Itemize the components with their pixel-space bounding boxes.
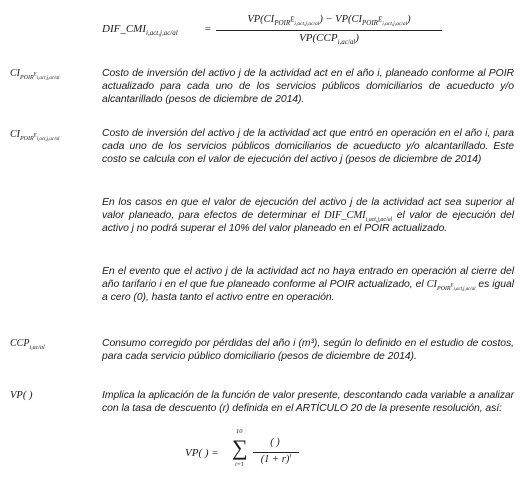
formula-lhs-sub: i,act,j,ac/al xyxy=(146,29,178,38)
formula-fraction-bar xyxy=(216,30,442,31)
formula-equals: = xyxy=(204,23,212,35)
definition-text-ci-executed xyxy=(102,127,514,167)
note-inline-symbol-sup: E xyxy=(450,283,454,289)
formula-num-a-sub: POIR xyxy=(274,19,291,28)
formula-num-b-subsub: i,act,j,ac/al xyxy=(382,21,408,28)
symbol-main: CI xyxy=(10,129,20,140)
note-text-b: el valor de ejecución del activo j no podrá superar el 10% del valor planeado en el POIR actualizado. xyxy=(102,210,514,235)
note-paragraph xyxy=(102,196,514,236)
formula-num-a-subsub: i,act,j,ac/al xyxy=(294,21,320,28)
symbol-sub: POIR xyxy=(20,75,34,81)
vp-sum-top: 10 xyxy=(236,428,243,435)
note-inline-symbol-main: CI xyxy=(426,279,437,291)
symbol-sup: E xyxy=(33,133,37,139)
note-text-a: En los casos en que el valor de ejecución del activo j de la actividad act sea superior al valor planeado, para efectos de determinar el xyxy=(102,197,514,222)
vp-sum-bottom: i=1 xyxy=(235,462,244,468)
definition-paragraph: Implica la aplicación de la función de valor presente, descontando cada variable a analizar con la tasa de descuento (r) definida en el ARTÍCULO 20 de la presente resolución, así: xyxy=(102,390,514,415)
vp-formula xyxy=(185,428,345,480)
formula-den-close: ) xyxy=(355,32,359,44)
formula-den-sub: i,ac/al xyxy=(337,38,356,47)
definition-symbol-ci-planned xyxy=(10,68,59,79)
note-inline-symbol-subsub: i,act,j,ac/al xyxy=(453,287,476,293)
symbol-sub: i,ac/al xyxy=(29,345,45,351)
vp-sum-sign: ∑ xyxy=(232,435,248,460)
definition-paragraph: Consumo corregido por pérdidas del año i (m³), según lo definido en el estudio de costos, para cada servicio público domiciliario (pesos de diciembre de 2014). xyxy=(102,338,514,363)
formula-num-b-sub: POIR xyxy=(361,19,378,28)
symbol-main: CCP xyxy=(10,338,30,349)
vp-fraction-bar xyxy=(253,452,299,453)
note-paragraph xyxy=(102,265,514,305)
formula-lhs-main: DIF_CMI xyxy=(102,23,146,35)
note-inline-symbol xyxy=(323,210,393,224)
symbol-sub: POIR xyxy=(20,136,34,142)
note-text-a: En el evento que el activo j de la actividad act no haya entrado en operación al cierre del año tarifario i en el que fue planeado conforme al POIR actualizado, el xyxy=(102,266,514,291)
definition-symbol-ccp xyxy=(10,338,45,349)
vp-formula-lhs: VP( ) = xyxy=(185,447,219,459)
formula-num-a-sup: E xyxy=(290,15,295,24)
definition-note-execution-cap xyxy=(102,196,514,236)
definition-note-not-in-operation xyxy=(102,265,514,305)
formula-num-minus: ) − VP(CI xyxy=(319,14,362,25)
formula-num-b-sup: E xyxy=(377,15,383,24)
header-formula xyxy=(102,14,442,47)
definition-symbol-ci-executed xyxy=(10,129,59,140)
vp-denominator xyxy=(251,451,301,465)
note-inline-symbol-sub: i,act,j,ac/al xyxy=(365,217,393,224)
definition-text-ccp xyxy=(102,337,514,363)
definition-text-vp xyxy=(102,389,514,415)
formula-numerator xyxy=(214,14,444,26)
vp-numerator: ( ) xyxy=(270,437,280,448)
note-inline-symbol xyxy=(426,279,476,293)
vp-den-sup: i xyxy=(289,451,292,460)
formula-den: VP(CCP xyxy=(299,32,338,44)
symbol-sup: E xyxy=(33,72,37,78)
note-inline-symbol-sub: POIR xyxy=(436,286,451,293)
definition-paragraph: Costo de inversión del activo j de la actividad act en el año i, planeado conforme al POIR actualizado para cada uno de los servicios públicos domiciliarios de acueducto y/o alcantarillado (pesos de diciembre de 2014). xyxy=(102,68,514,106)
definition-symbol-vp xyxy=(10,390,32,401)
formula-num-close: ) xyxy=(407,14,411,25)
symbol-main: CI xyxy=(10,68,20,79)
symbol-main: VP( ) xyxy=(10,390,33,401)
definition-paragraph: Costo de inversión del activo j de la actividad act que entró en operación en el año i, para cada uno de los servicios públicos domiciliarios de acueducto y/o alcantarillado. Este costo se calcula con el valor de ejecución del activo j (pesos de diciembre de 2014) xyxy=(102,128,514,166)
definition-text-ci-planned xyxy=(102,67,514,107)
formula-denominator xyxy=(214,32,444,47)
vp-den: (1 + r) xyxy=(260,454,290,465)
note-text-b: es igual a cero (0), hasta tanto el activo entre en operación. xyxy=(102,279,514,304)
formula-lhs xyxy=(102,23,178,38)
note-inline-symbol-main: DIF_CMI xyxy=(323,210,366,222)
formula-num-a: VP(CI xyxy=(247,14,275,25)
symbol-subsub: i,act,j,ac/al xyxy=(36,137,60,142)
symbol-subsub: i,act,j,ac/al xyxy=(36,76,60,81)
